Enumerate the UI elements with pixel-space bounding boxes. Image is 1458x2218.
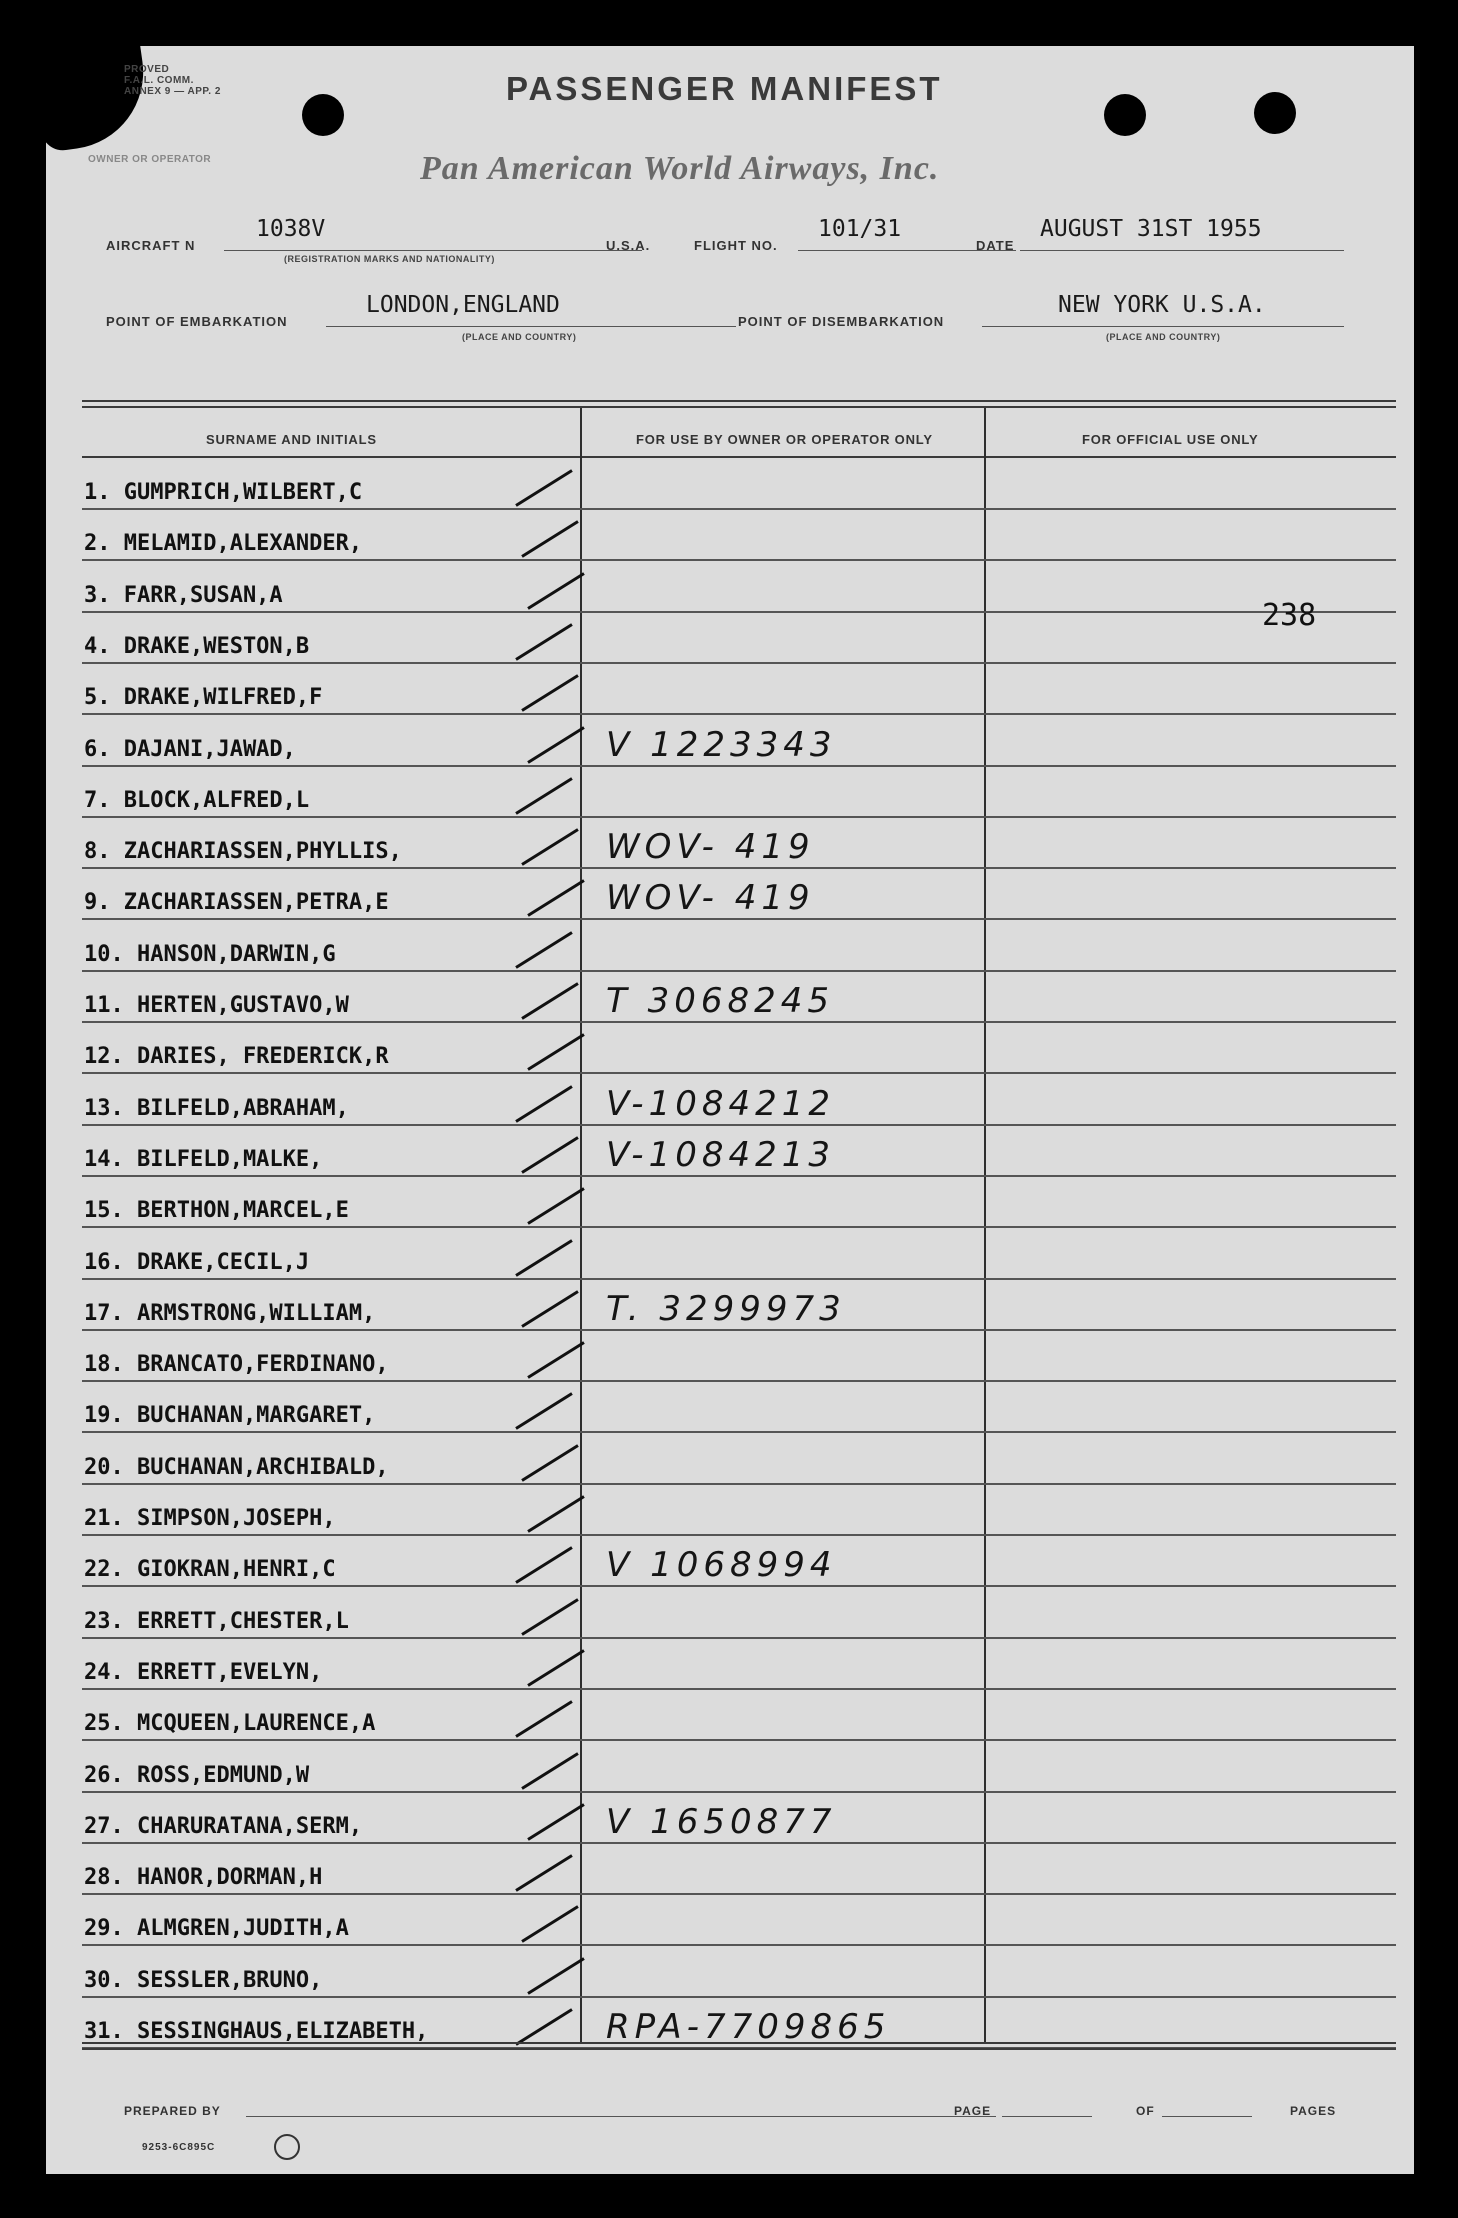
- passenger-name: 8. ZACHARIASSEN,PHYLLIS,: [84, 839, 402, 865]
- column-divider: [984, 408, 986, 2042]
- row-rule: [82, 1534, 1396, 1536]
- page-underline: [1002, 2116, 1092, 2117]
- aircraft-underline: [224, 250, 642, 251]
- passenger-name: 14. BILFELD,MALKE,: [84, 1146, 323, 1172]
- page-label: PAGE: [954, 2104, 992, 2118]
- row-rule: [82, 1893, 1396, 1895]
- row-rule: [82, 1072, 1396, 1074]
- check-mark-icon: [521, 1598, 579, 1636]
- operator-note: V-1084213: [606, 1134, 835, 1175]
- check-mark-icon: [521, 1444, 579, 1482]
- row-rule: [82, 970, 1396, 972]
- passenger-name: 21. SIMPSON,JOSEPH,: [84, 1506, 336, 1531]
- page-title: PASSENGER MANIFEST: [506, 70, 943, 107]
- passenger-name: 1. GUMPRICH,WILBERT,C: [84, 480, 363, 505]
- embarkation-caption: (PLACE AND COUNTRY): [462, 332, 577, 342]
- punch-hole-icon: [1104, 94, 1146, 136]
- check-mark-icon: [527, 1957, 585, 1995]
- row-rule: [82, 1688, 1396, 1690]
- manifest-page: [46, 46, 1414, 2174]
- prepared-by-label: PREPARED BY: [124, 2104, 221, 2118]
- row-rule: [82, 867, 1396, 869]
- flight-value: 101/31: [818, 216, 902, 242]
- check-mark-icon: [527, 1649, 585, 1687]
- check-mark-icon: [515, 1239, 573, 1277]
- of-underline: [1162, 2116, 1252, 2117]
- check-mark-icon: [527, 572, 585, 610]
- check-mark-icon: [521, 1136, 579, 1174]
- punch-hole-icon: [302, 94, 344, 136]
- punch-hole-icon: [1254, 92, 1296, 134]
- row-rule: [82, 1483, 1396, 1485]
- operator-note: RPA-7709865: [606, 2007, 891, 2047]
- date-underline: [1020, 250, 1344, 251]
- passenger-name: 13. BILFELD,ABRAHAM,: [84, 1095, 349, 1121]
- check-mark-icon: [521, 828, 579, 866]
- check-mark-icon: [515, 623, 573, 661]
- row-rule: [82, 662, 1396, 664]
- row-rule: [82, 765, 1396, 767]
- disembarkation-caption: (PLACE AND COUNTRY): [1106, 332, 1221, 342]
- passenger-name: 24. ERRETT,EVELYN,: [84, 1659, 323, 1685]
- prepared-by-underline: [246, 2116, 996, 2117]
- passenger-name: 7. BLOCK,ALFRED,L: [84, 787, 310, 813]
- disembarkation-underline: [982, 326, 1344, 327]
- check-mark-icon: [527, 1495, 585, 1533]
- check-mark-icon: [515, 1700, 573, 1738]
- passenger-name: 17. ARMSTRONG,WILLIAM,: [84, 1300, 376, 1326]
- row-rule: [82, 1380, 1396, 1382]
- pages-label: PAGES: [1290, 2104, 1337, 2118]
- passenger-name: 22. GIOKRAN,HENRI,C: [84, 1557, 336, 1583]
- check-mark-icon: [521, 982, 579, 1020]
- row-rule: [82, 1944, 1396, 1946]
- embarkation-label: POINT OF EMBARKATION: [106, 314, 288, 329]
- passenger-name: 20. BUCHANAN,ARCHIBALD,: [84, 1454, 389, 1480]
- row-rule: [82, 816, 1396, 818]
- official-column-header: FOR OFFICIAL USE ONLY: [1082, 432, 1259, 447]
- operator-note: V 1650877: [606, 1801, 837, 1842]
- check-mark-icon: [521, 521, 579, 559]
- passenger-name: 11. HERTEN,GUSTAVO,W: [84, 993, 349, 1018]
- check-mark-icon: [521, 1752, 579, 1790]
- row-rule: [82, 918, 1396, 920]
- official-note: 238: [1262, 598, 1317, 633]
- passenger-name: 2. MELAMID,ALEXANDER,: [84, 531, 363, 557]
- aircraft-caption: (REGISTRATION MARKS AND NATIONALITY): [284, 254, 495, 264]
- passenger-name: 16. DRAKE,CECIL,J: [84, 1249, 310, 1275]
- passenger-name: 6. DAJANI,JAWAD,: [84, 736, 296, 762]
- date-value: AUGUST 31ST 1955: [1040, 216, 1262, 242]
- check-mark-icon: [521, 1906, 579, 1944]
- disembarkation-label: POINT OF DISEMBARKATION: [738, 314, 945, 329]
- check-mark-icon: [515, 777, 573, 815]
- table-top-rule: [82, 400, 1396, 402]
- owner-column-header: FOR USE BY OWNER OR OPERATOR ONLY: [636, 432, 933, 447]
- row-rule: [82, 508, 1396, 510]
- row-rule: [82, 1226, 1396, 1228]
- embarkation-underline: [326, 326, 736, 327]
- form-number: 9253-6C895C: [142, 2142, 216, 2153]
- check-mark-icon: [515, 2008, 573, 2046]
- header-bottom-rule: [82, 456, 1396, 458]
- row-rule: [82, 611, 1396, 613]
- passenger-name: 3. FARR,SUSAN,A: [84, 582, 283, 608]
- row-rule: [82, 559, 1396, 561]
- passenger-name: 19. BUCHANAN,MARGARET,: [84, 1403, 376, 1429]
- row-rule: [82, 1996, 1396, 1998]
- passenger-name: 9. ZACHARIASSEN,PETRA,E: [84, 890, 389, 916]
- row-rule: [82, 1329, 1396, 1331]
- surname-column-header: SURNAME AND INITIALS: [206, 432, 377, 447]
- check-mark-icon: [515, 469, 573, 507]
- aircraft-value: 1038V: [256, 216, 326, 242]
- check-mark-icon: [527, 1803, 585, 1841]
- check-mark-icon: [515, 931, 573, 969]
- operator-note: T 3068245: [606, 981, 834, 1021]
- torn-corner: [46, 46, 153, 153]
- passenger-name: 4. DRAKE,WESTON,B: [84, 633, 310, 659]
- passenger-name: 25. MCQUEEN,LAURENCE,A: [84, 1711, 376, 1737]
- row-rule: [82, 1021, 1396, 1023]
- row-rule: [82, 1791, 1396, 1793]
- row-rule: [82, 1431, 1396, 1433]
- check-mark-icon: [527, 1187, 585, 1225]
- operator-note: T. 3299973: [606, 1288, 846, 1329]
- company-name: Pan American World Airways, Inc.: [420, 150, 940, 187]
- table-bottom-rule: [82, 2048, 1396, 2050]
- passenger-name: 29. ALMGREN,JUDITH,A: [84, 1916, 349, 1942]
- passenger-name: 28. HANOR,DORMAN,H: [84, 1865, 323, 1891]
- operator-note: V 1223343: [606, 724, 837, 765]
- passenger-name: 31. SESSINGHAUS,ELIZABETH,: [84, 2019, 429, 2044]
- check-mark-icon: [515, 1393, 573, 1431]
- check-mark-icon: [515, 1085, 573, 1123]
- passenger-name: 26. ROSS,EDMUND,W: [84, 1762, 310, 1788]
- union-label-icon: [274, 2134, 300, 2160]
- passenger-name: 15. BERTHON,MARCEL,E: [84, 1198, 349, 1224]
- operator-note: V 1068994: [606, 1545, 837, 1586]
- passenger-name: 23. ERRETT,CHESTER,L: [84, 1608, 349, 1634]
- check-mark-icon: [521, 674, 579, 712]
- table-bottom-rule: [82, 2042, 1396, 2044]
- flight-label: FLIGHT NO.: [694, 238, 778, 253]
- operator-note: V-1084212: [606, 1083, 835, 1124]
- row-rule: [82, 1175, 1396, 1177]
- operator-note: WOV- 419: [606, 827, 815, 868]
- approval-stamp: PROVED F.A.L. COMM. ANNEX 9 — APP. 2: [124, 64, 221, 97]
- aircraft-label: AIRCRAFT N: [106, 238, 196, 253]
- row-rule: [82, 1842, 1396, 1844]
- date-label: DATE: [976, 238, 1015, 253]
- passenger-name: 30. SESSLER,BRUNO,: [84, 1967, 323, 1993]
- passenger-name: 12. DARIES, FREDERICK,R: [84, 1044, 389, 1070]
- check-mark-icon: [527, 1034, 585, 1072]
- table-top-rule: [82, 406, 1396, 408]
- row-rule: [82, 1124, 1396, 1126]
- passenger-name: 10. HANSON,DARWIN,G: [84, 941, 336, 967]
- passenger-name: 27. CHARURATANA,SERM,: [84, 1813, 363, 1839]
- of-label: OF: [1136, 2104, 1155, 2118]
- check-mark-icon: [527, 880, 585, 918]
- owner-operator-caption: OWNER OR OPERATOR: [88, 154, 212, 165]
- check-mark-icon: [527, 1341, 585, 1379]
- column-divider: [580, 408, 582, 2042]
- check-mark-icon: [521, 1290, 579, 1328]
- row-rule: [82, 1585, 1396, 1587]
- check-mark-icon: [527, 726, 585, 764]
- row-rule: [82, 1637, 1396, 1639]
- operator-note: WOV- 419: [606, 878, 815, 919]
- disembarkation-value: NEW YORK U.S.A.: [1058, 292, 1266, 318]
- check-mark-icon: [515, 1547, 573, 1585]
- passenger-name: 18. BRANCATO,FERDINANO,: [84, 1352, 389, 1378]
- check-mark-icon: [515, 1854, 573, 1892]
- row-rule: [82, 713, 1396, 715]
- passenger-name: 5. DRAKE,WILFRED,F: [84, 685, 323, 711]
- usa-label: U.S.A.: [606, 238, 651, 253]
- row-rule: [82, 1739, 1396, 1741]
- embarkation-value: LONDON,ENGLAND: [366, 292, 560, 318]
- row-rule: [82, 1278, 1396, 1280]
